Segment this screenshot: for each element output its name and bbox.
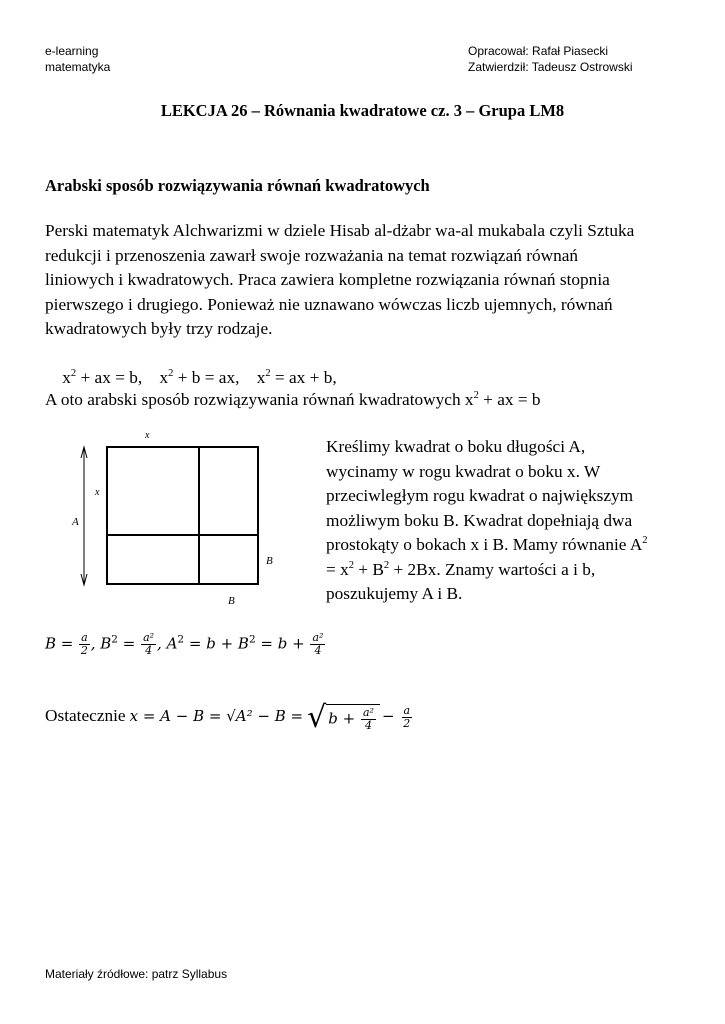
header-approver: Zatwierdził: Tadeusz Ostrowski xyxy=(468,60,633,74)
method-intro: A oto arabski sposób rozwiązywania równań kwadratowych $x^2$ + ax = b xyxy=(45,390,541,409)
paragraph-line: pierwszego i drugiego. Ponieważ nie uznawano wówczas liczb ujemnych, równań xyxy=(45,294,613,314)
header-left xyxy=(45,43,110,75)
label-x-side: x xyxy=(95,487,100,498)
description-line: prostokąty o bokach x i B. Mamy równanie $A^2$ xyxy=(326,535,648,554)
description-line: możliwym boku B. Kwadrat dopełniają dwa xyxy=(326,510,633,530)
formula-conclusion: Ostatecznie x = A − B = √A² − B = √ b + $\frac{\text{a²}}{4}$ − $\frac{a}{2}$ xyxy=(45,700,411,735)
fraction: $\frac{\text{a²}}{4}$ xyxy=(312,631,324,657)
description-line: przeciwległym rogu kwadrat o największym xyxy=(326,486,634,505)
equation-types: $x^2$ + ax = b, $x^2 + b$ = ax, $x^2$ = ax + b, xyxy=(62,368,337,387)
figure-description xyxy=(326,435,686,607)
fraction: $\frac{a}{2}$ xyxy=(80,631,88,657)
formula-b-a: B = $\frac{a}{2}$ , $B^2$ = $\frac{\text{a²}}{4}$ , $A^2 = b + B^2 = b$ + $\frac{\text{a²}}{4}$ xyxy=(45,631,324,657)
description-line: = $x^2 + B^2 + 2Bx$. Znamy wartości a i b, xyxy=(326,559,596,579)
paragraph-line: liniowych i kwadratowych. Praca zawiera kompletne rozwiązania równań stopnia xyxy=(45,270,610,289)
description-line: wycinamy w rogu kwadrat o boku x. W xyxy=(326,461,601,481)
fraction: $\frac{\text{a²}}{4}$ xyxy=(143,631,155,657)
fraction: $\frac{\text{a²}}{4}$ xyxy=(362,705,374,732)
header-course: e-learning xyxy=(45,44,99,58)
label-A: A xyxy=(72,516,79,528)
description-line: Kreślimy kwadrat o boku długości A, xyxy=(326,437,586,456)
paragraph-line: redukcji i przenoszenia zawarł swoje rozważania na temat rozwiązań równań xyxy=(45,245,579,265)
header-subject: matematyka xyxy=(45,60,111,74)
sqrt-body: b + $\frac{\text{a²}}{4}$ xyxy=(326,704,380,732)
fraction: $\frac{a}{2}$ xyxy=(403,704,411,730)
paragraph-line: Perski matematyk Alchwarizmi w dziele Hisab al-dżabr wa-al mukabala czyli Sztuka xyxy=(45,221,635,240)
label-B-right: B xyxy=(266,555,273,567)
intro-paragraph xyxy=(45,219,685,415)
header-author: Opracował: Rafał Piasecki xyxy=(468,44,609,58)
footer-sources: Materiały źródłowe: patrz Syllabus xyxy=(45,967,228,981)
square-diagram xyxy=(60,425,290,610)
description-line: poszukujemy A i B. xyxy=(326,584,463,603)
sqrt-symbol: √ xyxy=(307,700,327,735)
section-heading: Arabski sposób rozwiązywania równań kwadratowych xyxy=(45,176,430,195)
label-B-bottom: B xyxy=(228,595,235,607)
label-x-top: x xyxy=(145,430,150,441)
header-right xyxy=(468,43,633,75)
page-title: LEKCJA 26 – Równania kwadratowe cz. 3 – Grupa LM8 xyxy=(160,101,565,120)
outer-square xyxy=(107,447,258,584)
paragraph-line: kwadratowych były trzy rodzaje. xyxy=(45,319,273,338)
